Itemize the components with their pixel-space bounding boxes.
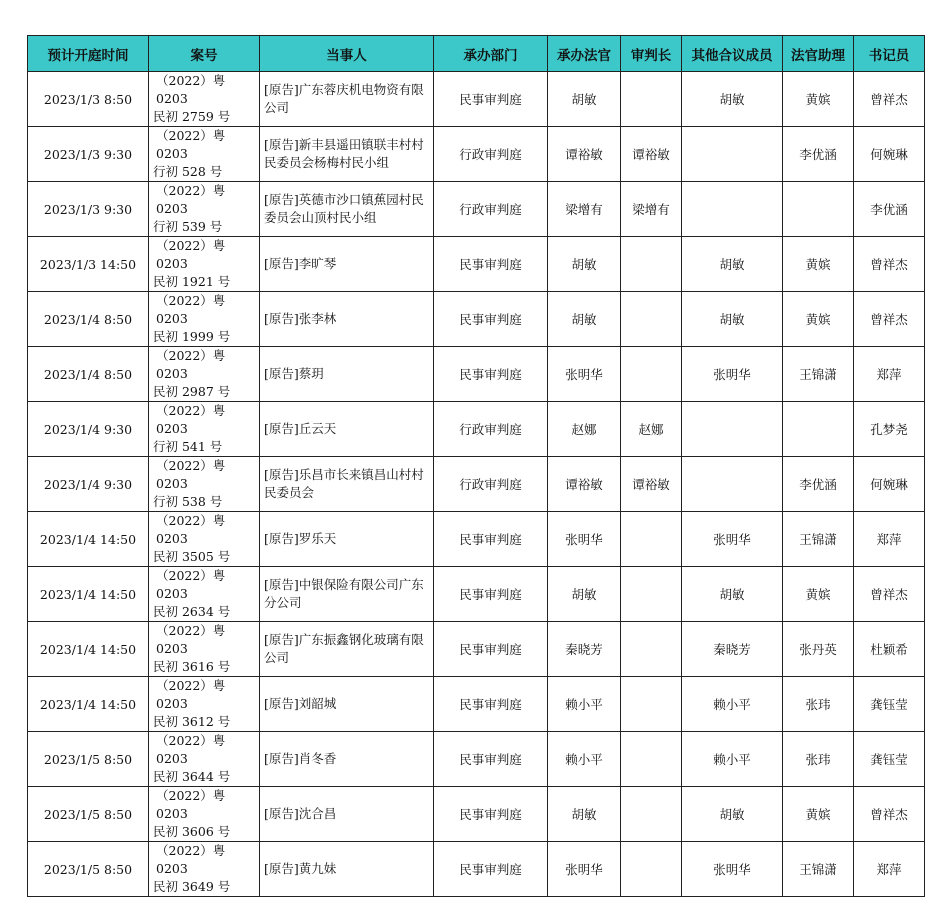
party-cell: [原告]新丰县遥田镇联丰村村民委员会杨梅村民小组 <box>260 127 434 182</box>
panel-members-cell: 赖小平 <box>682 732 783 787</box>
case-number-cell <box>149 237 260 292</box>
hearing-time-cell: 2023/1/3 9:30 <box>28 127 149 182</box>
col-header-clerk: 书记员 <box>854 36 925 72</box>
clerk-cell: 郑萍 <box>854 347 925 402</box>
case-number-line-2: 民初 3606 号 <box>153 824 231 839</box>
party-cell: [原告]中银保险有限公司广东分公司 <box>260 567 434 622</box>
table-row <box>28 512 925 567</box>
party-cell: [原告]广东蓉庆机电物资有限公司 <box>260 72 434 127</box>
panel-members-cell <box>682 402 783 457</box>
case-number-line-2: 民初 1999 号 <box>153 329 231 344</box>
case-number-line-1: （2022）粤 0203 <box>156 403 226 436</box>
col-header-assistant: 法官助理 <box>783 36 854 72</box>
assistant-cell: 黄嫔 <box>783 787 854 842</box>
col-header-department: 承办部门 <box>434 36 548 72</box>
case-number-line-2: 民初 1921 号 <box>153 274 231 289</box>
judge-cell: 谭裕敏 <box>548 127 621 182</box>
assistant-cell: 王锦潇 <box>783 512 854 567</box>
panel-members-cell <box>682 457 783 512</box>
case-number-line-1: （2022）粤 0203 <box>156 733 226 766</box>
presiding-judge-cell <box>621 72 682 127</box>
party-cell: [原告]肖冬香 <box>260 732 434 787</box>
table-row <box>28 402 925 457</box>
panel-members-cell: 胡敏 <box>682 237 783 292</box>
clerk-cell: 曾祥杰 <box>854 72 925 127</box>
panel-members-cell <box>682 127 783 182</box>
panel-members-cell <box>682 182 783 237</box>
clerk-cell: 龚钰莹 <box>854 732 925 787</box>
hearing-time-cell: 2023/1/4 8:50 <box>28 347 149 402</box>
case-number-line-2: 民初 2634 号 <box>153 604 231 619</box>
presiding-judge-cell: 谭裕敏 <box>621 457 682 512</box>
department-cell: 民事审判庭 <box>434 567 548 622</box>
judge-cell: 赖小平 <box>548 732 621 787</box>
judge-cell: 胡敏 <box>548 787 621 842</box>
party-cell: [原告]沈合昌 <box>260 787 434 842</box>
case-number-line-1: （2022）粤 0203 <box>156 348 226 381</box>
hearing-time-cell: 2023/1/4 9:30 <box>28 402 149 457</box>
case-number-line-2: 民初 2987 号 <box>153 384 231 399</box>
presiding-judge-cell: 谭裕敏 <box>621 127 682 182</box>
panel-members-cell: 张明华 <box>682 347 783 402</box>
party-cell: [原告]张李林 <box>260 292 434 347</box>
assistant-cell: 李优涵 <box>783 127 854 182</box>
party-cell: [原告]李旷琴 <box>260 237 434 292</box>
party-cell: [原告]英德市沙口镇蕉园村民委员会山顶村民小组 <box>260 182 434 237</box>
table-row <box>28 787 925 842</box>
case-number-line-1: （2022）粤 0203 <box>156 568 226 601</box>
hearing-time-cell: 2023/1/3 8:50 <box>28 72 149 127</box>
col-header-judge: 承办法官 <box>548 36 621 72</box>
hearing-time-cell: 2023/1/4 14:50 <box>28 512 149 567</box>
case-number-cell <box>149 457 260 512</box>
table-row <box>28 182 925 237</box>
assistant-cell: 张玮 <box>783 677 854 732</box>
case-number-cell <box>149 402 260 457</box>
table-row <box>28 72 925 127</box>
hearing-time-cell: 2023/1/5 8:50 <box>28 787 149 842</box>
presiding-judge-cell: 梁增有 <box>621 182 682 237</box>
table-row <box>28 842 925 897</box>
party-cell: [原告]罗乐天 <box>260 512 434 567</box>
hearing-time-cell: 2023/1/5 8:50 <box>28 842 149 897</box>
department-cell: 民事审判庭 <box>434 842 548 897</box>
assistant-cell <box>783 402 854 457</box>
department-cell: 民事审判庭 <box>434 512 548 567</box>
table-row <box>28 622 925 677</box>
judge-cell: 胡敏 <box>548 567 621 622</box>
case-number-cell <box>149 182 260 237</box>
case-number-cell <box>149 347 260 402</box>
case-number-line-1: （2022）粤 0203 <box>156 238 226 271</box>
department-cell: 民事审判庭 <box>434 72 548 127</box>
hearing-schedule-table <box>27 35 925 897</box>
panel-members-cell: 张明华 <box>682 842 783 897</box>
clerk-cell: 曾祥杰 <box>854 787 925 842</box>
department-cell: 行政审判庭 <box>434 127 548 182</box>
clerk-cell: 龚钰莹 <box>854 677 925 732</box>
case-number-line-1: （2022）粤 0203 <box>156 513 226 546</box>
presiding-judge-cell <box>621 512 682 567</box>
presiding-judge-cell <box>621 732 682 787</box>
case-number-line-2: 民初 2759 号 <box>153 109 231 124</box>
table-row <box>28 292 925 347</box>
department-cell: 行政审判庭 <box>434 182 548 237</box>
case-number-line-1: （2022）粤 0203 <box>156 623 226 656</box>
hearing-time-cell: 2023/1/4 14:50 <box>28 622 149 677</box>
department-cell: 民事审判庭 <box>434 787 548 842</box>
hearing-time-cell: 2023/1/4 14:50 <box>28 677 149 732</box>
party-cell: [原告]丘云天 <box>260 402 434 457</box>
assistant-cell: 黄嫔 <box>783 72 854 127</box>
case-number-line-1: （2022）粤 0203 <box>156 843 226 876</box>
clerk-cell: 曾祥杰 <box>854 567 925 622</box>
case-number-line-2: 民初 3505 号 <box>153 549 231 564</box>
assistant-cell: 王锦潇 <box>783 347 854 402</box>
judge-cell: 赖小平 <box>548 677 621 732</box>
department-cell: 民事审判庭 <box>434 237 548 292</box>
party-cell: [原告]黄九妹 <box>260 842 434 897</box>
clerk-cell: 李优涵 <box>854 182 925 237</box>
case-number-line-2: 行初 538 号 <box>153 494 223 509</box>
panel-members-cell: 胡敏 <box>682 72 783 127</box>
assistant-cell: 黄嫔 <box>783 237 854 292</box>
assistant-cell: 黄嫔 <box>783 567 854 622</box>
case-number-cell <box>149 732 260 787</box>
hearing-time-cell: 2023/1/4 8:50 <box>28 292 149 347</box>
case-number-cell <box>149 787 260 842</box>
case-number-line-1: （2022）粤 0203 <box>156 183 226 216</box>
clerk-cell: 郑萍 <box>854 512 925 567</box>
panel-members-cell: 胡敏 <box>682 292 783 347</box>
judge-cell: 秦晓芳 <box>548 622 621 677</box>
party-cell: [原告]刘韶城 <box>260 677 434 732</box>
panel-members-cell: 秦晓芳 <box>682 622 783 677</box>
table-row <box>28 567 925 622</box>
department-cell: 行政审判庭 <box>434 457 548 512</box>
case-number-line-2: 民初 3612 号 <box>153 714 231 729</box>
col-header-presiding-judge: 审判长 <box>621 36 682 72</box>
clerk-cell: 曾祥杰 <box>854 237 925 292</box>
table-row <box>28 732 925 787</box>
case-number-cell <box>149 677 260 732</box>
department-cell: 民事审判庭 <box>434 292 548 347</box>
panel-members-cell: 胡敏 <box>682 567 783 622</box>
col-header-time: 预计开庭时间 <box>28 36 149 72</box>
department-cell: 民事审判庭 <box>434 732 548 787</box>
assistant-cell: 张丹英 <box>783 622 854 677</box>
judge-cell: 谭裕敏 <box>548 457 621 512</box>
clerk-cell: 曾祥杰 <box>854 292 925 347</box>
hearing-time-cell: 2023/1/4 14:50 <box>28 567 149 622</box>
case-number-cell <box>149 842 260 897</box>
judge-cell: 胡敏 <box>548 292 621 347</box>
case-number-line-1: （2022）粤 0203 <box>156 458 226 491</box>
clerk-cell: 何婉琳 <box>854 127 925 182</box>
hearing-time-cell: 2023/1/3 14:50 <box>28 237 149 292</box>
presiding-judge-cell: 赵娜 <box>621 402 682 457</box>
judge-cell: 张明华 <box>548 512 621 567</box>
clerk-cell: 何婉琳 <box>854 457 925 512</box>
presiding-judge-cell <box>621 677 682 732</box>
hearing-time-cell: 2023/1/4 9:30 <box>28 457 149 512</box>
table-row <box>28 127 925 182</box>
assistant-cell: 李优涵 <box>783 457 854 512</box>
judge-cell: 赵娜 <box>548 402 621 457</box>
department-cell: 行政审判庭 <box>434 402 548 457</box>
table-row <box>28 237 925 292</box>
presiding-judge-cell <box>621 842 682 897</box>
presiding-judge-cell <box>621 622 682 677</box>
department-cell: 民事审判庭 <box>434 677 548 732</box>
presiding-judge-cell <box>621 787 682 842</box>
department-cell: 民事审判庭 <box>434 622 548 677</box>
presiding-judge-cell <box>621 292 682 347</box>
assistant-cell: 黄嫔 <box>783 292 854 347</box>
presiding-judge-cell <box>621 237 682 292</box>
case-number-line-1: （2022）粤 0203 <box>156 293 226 326</box>
table-row <box>28 347 925 402</box>
clerk-cell: 孔梦尧 <box>854 402 925 457</box>
hearing-time-cell: 2023/1/3 9:30 <box>28 182 149 237</box>
presiding-judge-cell <box>621 567 682 622</box>
case-number-line-2: 行初 539 号 <box>153 219 223 234</box>
case-number-cell <box>149 567 260 622</box>
panel-members-cell: 胡敏 <box>682 787 783 842</box>
assistant-cell <box>783 182 854 237</box>
case-number-line-1: （2022）粤 0203 <box>156 788 226 821</box>
header-row <box>28 36 925 72</box>
panel-members-cell: 赖小平 <box>682 677 783 732</box>
hearing-time-cell: 2023/1/5 8:50 <box>28 732 149 787</box>
case-number-line-2: 民初 3616 号 <box>153 659 231 674</box>
table-row <box>28 457 925 512</box>
case-number-line-1: （2022）粤 0203 <box>156 678 226 711</box>
assistant-cell: 王锦潇 <box>783 842 854 897</box>
case-number-cell <box>149 127 260 182</box>
clerk-cell: 杜颖希 <box>854 622 925 677</box>
clerk-cell: 郑萍 <box>854 842 925 897</box>
judge-cell: 张明华 <box>548 347 621 402</box>
party-cell: [原告]蔡玥 <box>260 347 434 402</box>
case-number-cell <box>149 72 260 127</box>
col-header-case-no: 案号 <box>149 36 260 72</box>
case-number-cell <box>149 292 260 347</box>
table-row <box>28 677 925 732</box>
judge-cell: 张明华 <box>548 842 621 897</box>
col-header-party: 当事人 <box>260 36 434 72</box>
col-header-panel-members: 其他合议成员 <box>682 36 783 72</box>
judge-cell: 胡敏 <box>548 237 621 292</box>
case-number-cell <box>149 512 260 567</box>
case-number-line-2: 民初 3644 号 <box>153 769 231 784</box>
case-number-line-2: 行初 541 号 <box>153 439 223 454</box>
assistant-cell: 张玮 <box>783 732 854 787</box>
party-cell: [原告]广东振鑫钢化玻璃有限公司 <box>260 622 434 677</box>
department-cell: 民事审判庭 <box>434 347 548 402</box>
panel-members-cell: 张明华 <box>682 512 783 567</box>
case-number-cell <box>149 622 260 677</box>
case-number-line-2: 民初 3649 号 <box>153 879 231 894</box>
judge-cell: 梁增有 <box>548 182 621 237</box>
party-cell: [原告]乐昌市长来镇昌山村村民委员会 <box>260 457 434 512</box>
case-number-line-1: （2022）粤 0203 <box>156 128 226 161</box>
judge-cell: 胡敏 <box>548 72 621 127</box>
case-number-line-2: 行初 528 号 <box>153 164 223 179</box>
presiding-judge-cell <box>621 347 682 402</box>
case-number-line-1: （2022）粤 0203 <box>156 73 226 106</box>
